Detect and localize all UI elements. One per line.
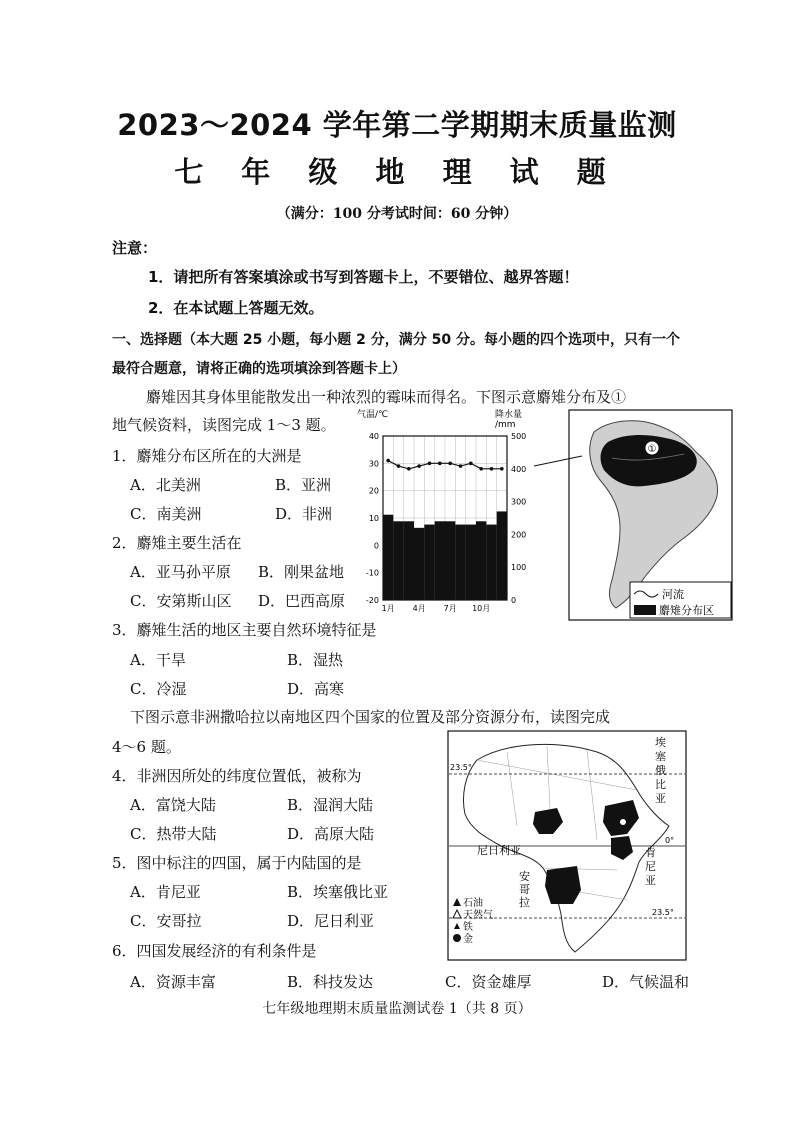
temp-tick-label: 20 bbox=[368, 486, 379, 496]
month-tick-label: 10月 bbox=[472, 604, 491, 613]
precip-bar bbox=[404, 521, 414, 600]
temp-tick-label: 40 bbox=[368, 432, 379, 441]
question-2-stem: 2．麝雉主要生活在 bbox=[112, 534, 242, 552]
notice-label: 注意： bbox=[112, 239, 158, 257]
temp-point bbox=[428, 462, 432, 466]
precip-bar bbox=[445, 521, 455, 600]
precip-tick-label: 200 bbox=[511, 530, 527, 540]
month-tick-label: 4月 bbox=[412, 604, 426, 613]
question-2-option-d: D．巴西高原 bbox=[258, 592, 346, 610]
question-6-option-b: B．科技发达 bbox=[287, 973, 374, 991]
question-4-option-b: B．湿润大陆 bbox=[287, 796, 374, 814]
passage2-line1: 下图示意非洲撒哈拉以南地区四个国家的位置及部分资源分布，读图完成 bbox=[130, 708, 611, 726]
question-3-option-d: D．高寒 bbox=[287, 680, 345, 698]
legend-river: 河流 bbox=[662, 588, 684, 601]
notice-item-2: 2．在本试题上答题无效。 bbox=[148, 299, 324, 317]
passage1-line2: 地气候资料，读图完成 1～3 题。 bbox=[112, 416, 336, 434]
question-5-option-c: C．安哥拉 bbox=[130, 912, 202, 930]
temp-tick-label: -10 bbox=[365, 568, 379, 578]
precip-bar bbox=[486, 525, 496, 600]
temp-point bbox=[448, 462, 452, 466]
precip-axis-label-2: /mm bbox=[495, 420, 516, 430]
precip-bar bbox=[383, 515, 393, 600]
exam-subtitle: 七 年 级 地 理 试 题 bbox=[174, 155, 620, 189]
distribution-legend-swatch bbox=[634, 605, 656, 615]
nigeria-label: 尼日利亚 bbox=[477, 844, 521, 857]
temp-point bbox=[386, 459, 390, 463]
question-3-option-b: B．湿热 bbox=[287, 651, 344, 669]
question-6-stem: 6．四国发展经济的有利条件是 bbox=[112, 942, 317, 960]
question-1-option-d: D．非洲 bbox=[275, 505, 333, 523]
precip-bar bbox=[455, 525, 465, 600]
legend-oil: 石油 bbox=[463, 898, 483, 909]
section-heading-line1: 一、选择题（本大题 25 小题，每小题 2 分，满分 50 分。每小题的四个选项中，只有一个 bbox=[112, 332, 680, 348]
precip-tick-label: 500 bbox=[511, 432, 527, 441]
ethiopia-label-4: 比 bbox=[655, 778, 666, 791]
south-america-map bbox=[534, 408, 734, 623]
question-3-option-c: C．冷湿 bbox=[130, 680, 187, 698]
temp-point bbox=[479, 467, 483, 471]
question-4-option-d: D．高原大陆 bbox=[287, 825, 375, 843]
temp-tick-label: 0 bbox=[373, 541, 379, 551]
site-marker: ① bbox=[647, 444, 657, 455]
question-1-stem: 1．麝雉分布区所在的大洲是 bbox=[112, 447, 302, 465]
precip-tick-label: 0 bbox=[511, 596, 517, 605]
month-tick-label: 1月 bbox=[381, 604, 395, 613]
temp-point bbox=[469, 462, 473, 466]
precip-tick-label: 100 bbox=[511, 563, 527, 573]
question-1-option-a: A．北美洲 bbox=[130, 476, 201, 494]
temp-point bbox=[500, 467, 504, 471]
legend-iron: 铁 bbox=[463, 922, 473, 933]
question-2-option-c: C．安第斯山区 bbox=[130, 592, 232, 610]
question-4-stem: 4．非洲因所处的纬度位置低，被称为 bbox=[112, 767, 362, 785]
question-2-option-b: B．刚果盆地 bbox=[258, 563, 345, 581]
question-5-stem: 5．图中标注的四国，属于内陆国的是 bbox=[112, 854, 362, 872]
question-2-option-a: A．亚马孙平原 bbox=[130, 563, 231, 581]
question-4-option-a: A．富饶大陆 bbox=[130, 796, 216, 814]
temp-point bbox=[490, 467, 494, 471]
temp-point bbox=[397, 464, 401, 468]
precip-bar bbox=[476, 521, 486, 600]
legend-distribution: 麝雉分布区 bbox=[659, 604, 714, 617]
passage1-line1: 麝雉因其身体里能散发出一种浓烈的霉味而得名。下图示意麝雉分布及① bbox=[146, 388, 627, 406]
angola-label-3: 拉 bbox=[519, 896, 530, 909]
precip-bar bbox=[414, 528, 424, 600]
temp-tick-label: 10 bbox=[368, 514, 379, 523]
legend-gas: 天然气 bbox=[463, 910, 493, 921]
lat-south-label: 23.5° bbox=[652, 908, 674, 917]
precip-bar bbox=[466, 525, 476, 600]
temp-point bbox=[438, 462, 442, 466]
month-tick-label: 7月 bbox=[443, 604, 457, 613]
precip-axis-label-1: 降水量 bbox=[495, 410, 523, 420]
angola-region bbox=[545, 866, 581, 904]
question-1-option-b: B．亚洲 bbox=[275, 476, 332, 494]
temp-tick-label: -20 bbox=[365, 596, 379, 605]
temp-point bbox=[407, 467, 411, 471]
precip-bar bbox=[497, 511, 507, 600]
temp-point bbox=[417, 464, 421, 468]
precip-tick-label: 400 bbox=[511, 464, 527, 474]
question-5-option-a: A．肯尼亚 bbox=[130, 883, 201, 901]
notice-item-1: 1．请把所有答案填涂或书写到答题卡上，不要错位、越界答题！ bbox=[148, 268, 579, 286]
question-6-option-d: D．气候温和 bbox=[602, 973, 690, 991]
angola-label-2: 哥 bbox=[519, 883, 530, 896]
precip-bar bbox=[424, 525, 434, 600]
question-3-option-a: A．干旱 bbox=[130, 651, 186, 669]
kenya-label-2: 尼 bbox=[645, 860, 656, 873]
temp-point bbox=[459, 464, 463, 468]
precip-tick-label: 300 bbox=[511, 497, 527, 507]
legend-gold: 金 bbox=[463, 934, 473, 945]
exam-title: 2023～2024 学年第二学期期末质量监测 bbox=[117, 108, 677, 142]
question-1-option-c: C．南美洲 bbox=[130, 505, 202, 523]
passage2-line2: 4～6 题。 bbox=[112, 738, 181, 756]
page-footer: 七年级地理期末质量监测试卷 1（共 8 页） bbox=[262, 1001, 532, 1017]
lat-zero-label: 0° bbox=[665, 836, 675, 845]
temp-tick-label: 30 bbox=[368, 459, 379, 469]
lat-north-label: 23.5° bbox=[450, 763, 472, 772]
kenya-label-3: 亚 bbox=[645, 874, 656, 887]
ethiopia-label-3: 俄 bbox=[655, 764, 666, 777]
question-5-option-d: D．尼日利亚 bbox=[287, 912, 375, 930]
question-5-option-b: B．埃塞俄比亚 bbox=[287, 883, 389, 901]
question-6-option-c: C．资金雄厚 bbox=[445, 973, 532, 991]
ethiopia-label-5: 亚 bbox=[655, 792, 666, 805]
question-3-stem: 3．麝雉生活的地区主要自然环境特征是 bbox=[112, 621, 377, 639]
temp-axis-label: 气温/℃ bbox=[357, 410, 389, 420]
africa-map bbox=[447, 730, 687, 962]
climate-chart bbox=[355, 408, 545, 618]
ethiopia-label-1: 埃 bbox=[655, 736, 666, 749]
ethiopia-label-2: 塞 bbox=[655, 750, 666, 763]
angola-label-1: 安 bbox=[519, 870, 530, 883]
section-heading-line2: 最符合题意，请将正确的选项填涂到答题卡上） bbox=[112, 361, 406, 377]
exam-meta: （满分：100 分考试时间：60 分钟） bbox=[276, 206, 518, 222]
gold-symbol-ethiopia bbox=[620, 819, 626, 825]
question-4-option-c: C．热带大陆 bbox=[130, 825, 217, 843]
question-6-option-a: A．资源丰富 bbox=[130, 973, 216, 991]
precip-bar bbox=[393, 521, 403, 600]
kenya-label-1: 肯 bbox=[645, 846, 656, 859]
precip-bar bbox=[435, 521, 445, 600]
gold-legend-icon bbox=[453, 934, 461, 942]
